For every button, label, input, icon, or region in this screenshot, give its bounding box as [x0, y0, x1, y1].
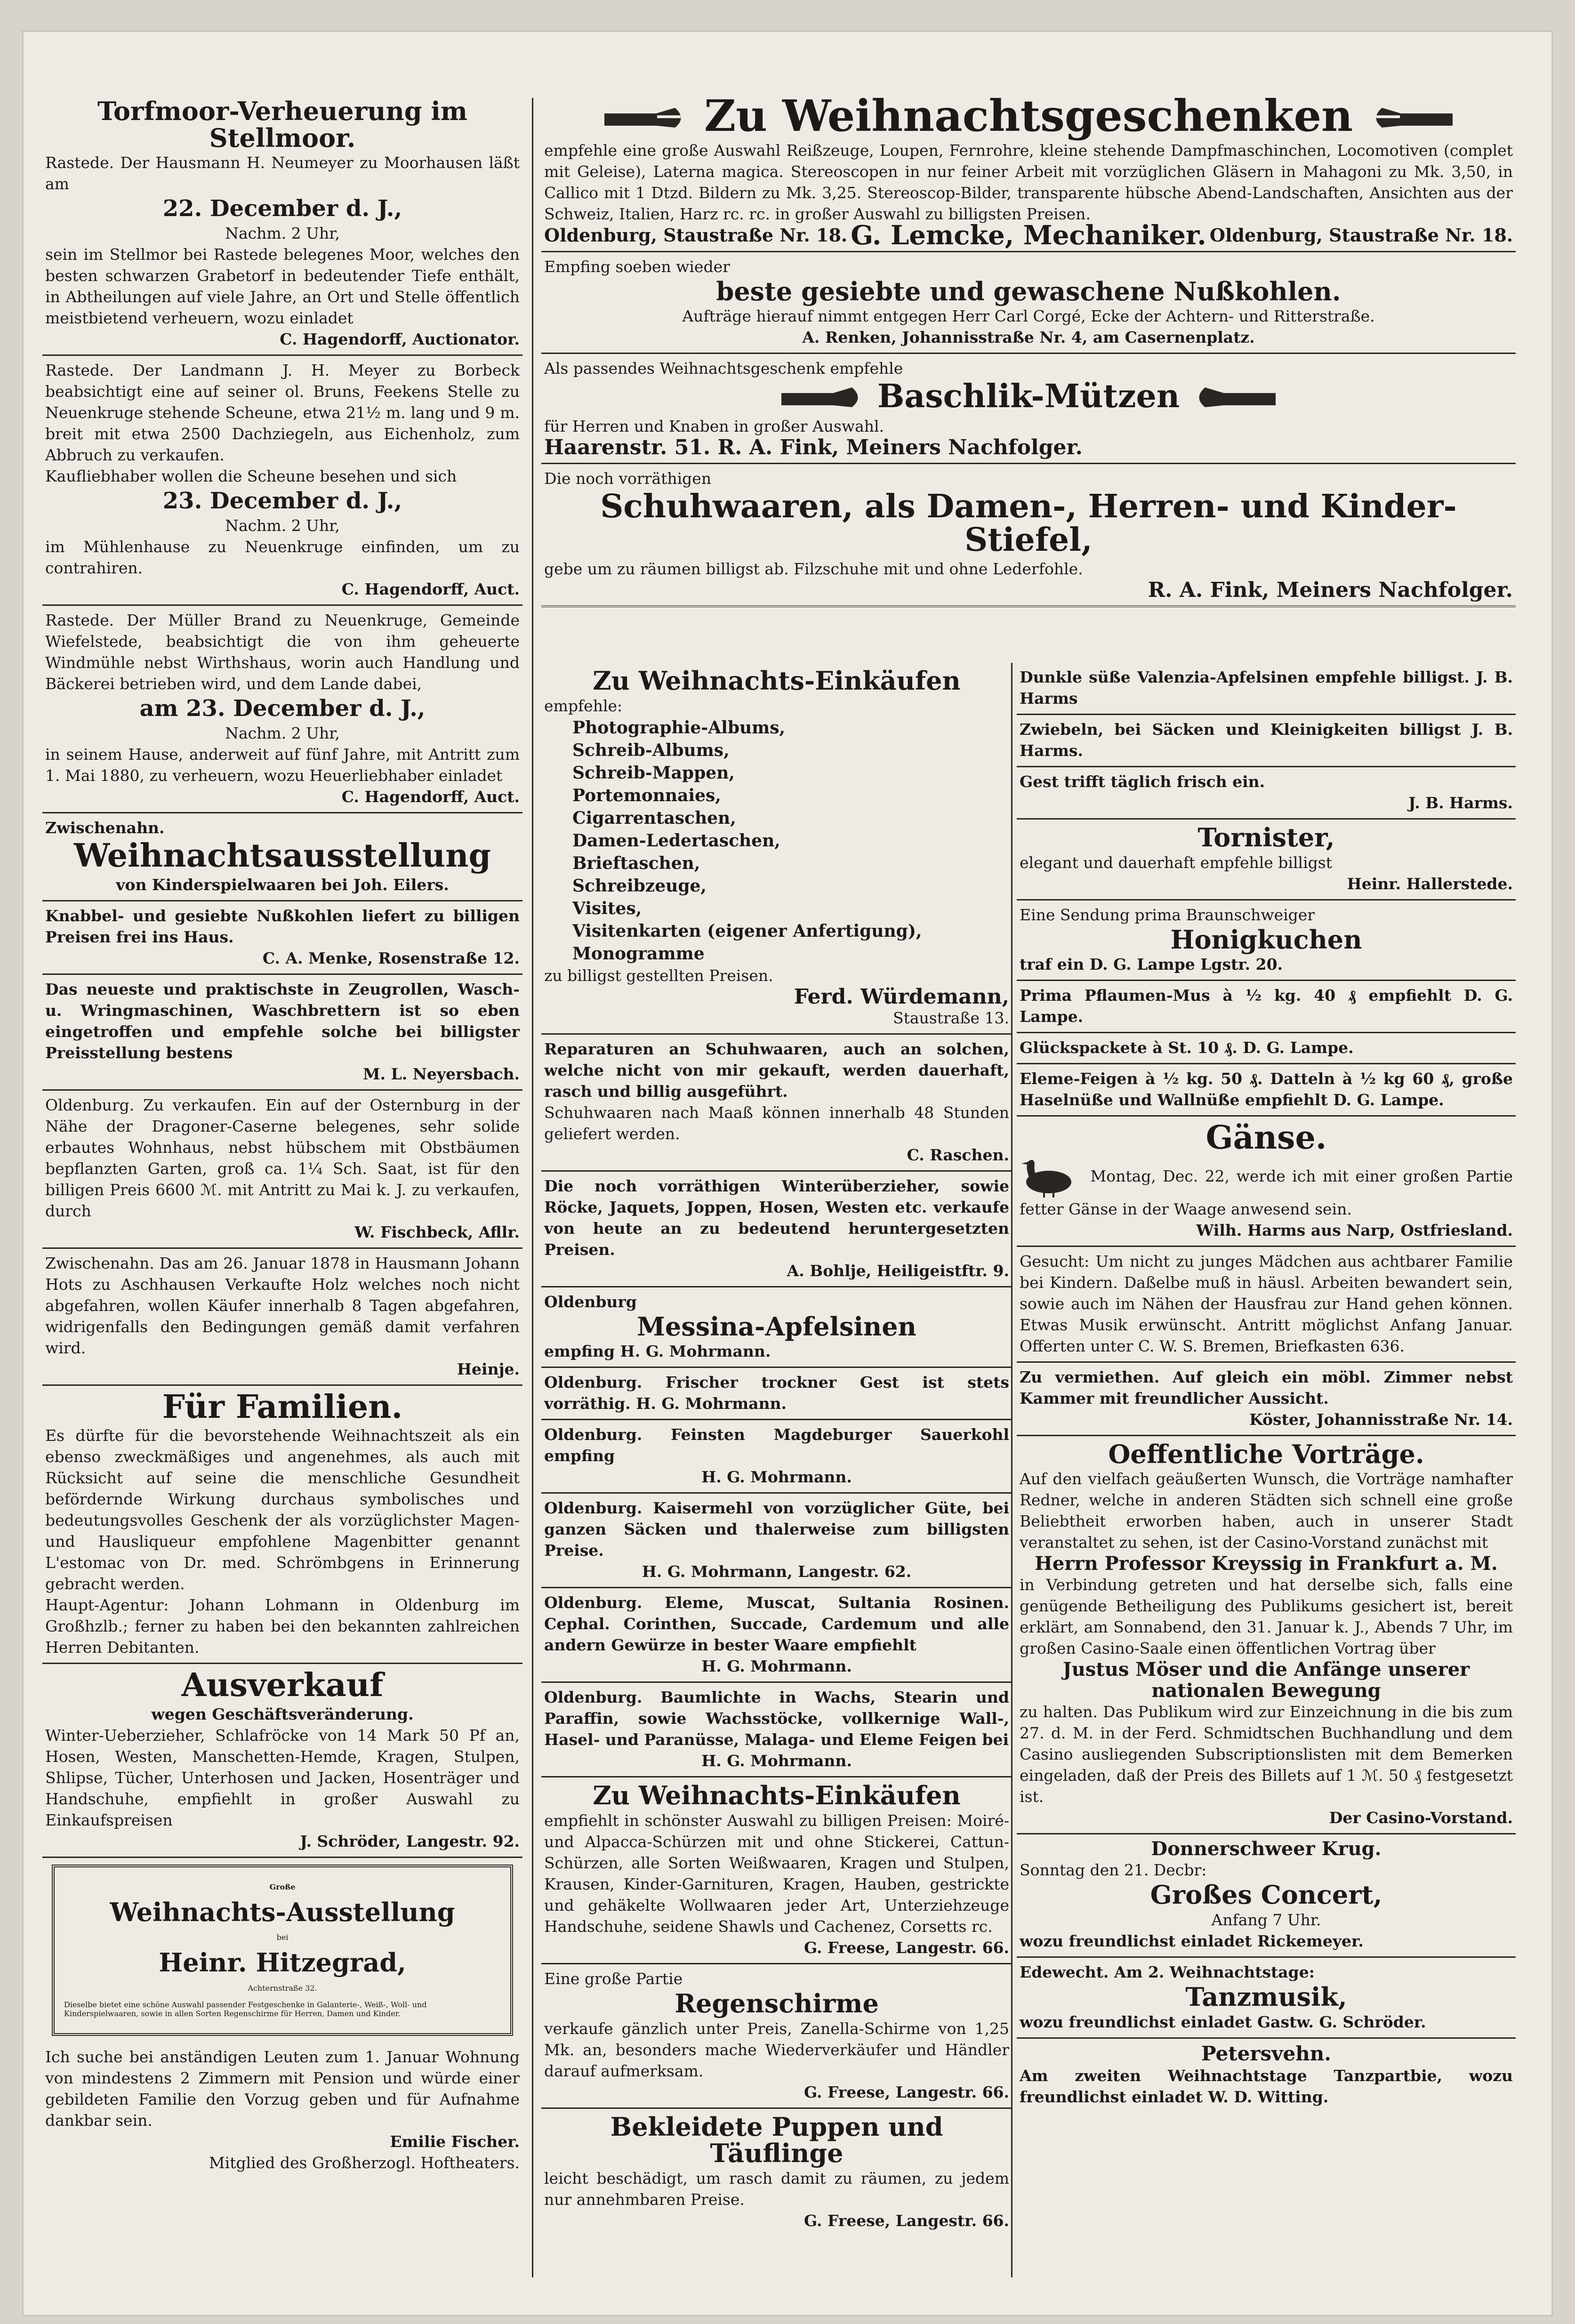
list-item: Brieftaschen, — [572, 853, 700, 873]
column-right — [1017, 663, 1516, 2282]
list-item: Photographie-Albums, — [572, 717, 786, 738]
product-list — [544, 716, 1009, 965]
ad-wohnhaus: Oldenburg. Zu verkaufen. Ein auf der Osternburg in der Nähe der Dragoner-Caserne belegenes, sehr solide erbautes Wohnhaus, nebst hübschem mit Obstbäumen bepflanzten Garten, groß ca. 1¼ Sch. Saat, ist für den billigen Preis 6600 ℳ. mit Antritt zu Mai k. J. zu verkaufen, durch W. Fischbeck, Afllr. — [42, 1091, 522, 1249]
pointing-hand-right-icon — [604, 104, 689, 135]
ad-baschlik-muetzen: Als passendes Weihnachtsgeschenk empfehle Baschlik-Mützen für Herren und Knaben in großer Auswahl. Haarenstr. 51. R. A. Fink, Meiners Nachfolger. — [541, 354, 1516, 464]
list-item: Visitenkarten (eigener Anfertigung), — [572, 921, 922, 941]
list-item: Cigarrentaschen, — [572, 808, 736, 828]
ad-windmuehle: Rastede. Der Müller Brand zu Neuenkruge, Gemeinde Wiefelstede, beabsichtigt die von ihm geheuerte Windmühle nebst Wirthshaus, worin auch Handlung und Bäckerei betrieben wird, und dem Lande dabei, am 23. December d. J., Nachm. 2 Uhr, in seinem Hause, anderweit auf fünf Jahre, mit Antritt zum 1. Mai 1880, zu verheuern, wozu Heuerliebhaber einladet C. Hagendorff, Auct. — [42, 606, 522, 813]
ad-scheune: Rastede. Der Landmann J. H. Meyer zu Borbeck beabsichtigt eine auf seiner ol. Bruns, Feekens Stelle zu Neuenkruge stehende Scheune, etwa 21½ m. lang und 9 m. breit mit etwa 2500 Dachziegeln, aus Eichenholz, zum Abbruch zu verkaufen. Kaufliebhaber wollen die Scheune besehen und sich 23. December d. J., Nachm. 2 Uhr, im Mühlenhause zu Neuenkruge einfinden, um zu contrahiren. C. Hagendorff, Auct. — [42, 356, 522, 606]
ad-lemcke: Zu Weihnachtsgeschenken empfehle eine große Auswahl Reißzeuge, Loupen, Fernrohre, kleine stehende Dampfmaschinchen, Locomotiven (complet mit Geleise), Laterna magica. Stereoscopen in nur feiner Arbeit mit vorzüglichen Gläsern in Mahagoni zu Mk. 3,50, in Callico mit 1 Dtzd. Bildern zu Mk. 3,25. Stereoscop-Bilder, transparente hübsche Abend-Landschaften, Ansichten aus der Schweiz, Italien, Harz rc. rc. in großer Auswahl zu billigsten Preisen. Oldenburg, Staustraße Nr. 18. G. Lemcke, Mechaniker. Oldenburg, Staustraße Nr. 18. — [541, 88, 1516, 252]
list-item: Portemonnaies, — [572, 785, 721, 805]
ad-gest-harms: Gest trifft täglich frisch ein. J. B. Harms. — [1017, 767, 1516, 820]
ad-zu-vermiethen: Zu vermiethen. Auf gleich ein möbl. Zimmer nebst Kammer mit freundlicher Aussicht. Köster, Johannisstraße Nr. 14. — [1017, 1363, 1516, 1436]
column-left — [42, 93, 522, 2282]
ad-honigkuchen: Eine Sendung prima Braunschweiger Honigkuchen traf ein D. G. Lampe Lgstr. 20. — [1017, 901, 1516, 981]
list-item: Schreibzeuge, — [572, 876, 707, 896]
top-wide-section — [541, 88, 1516, 663]
newspaper-page — [24, 32, 1551, 2315]
list-item: Visites, — [572, 898, 642, 918]
ad-torfmoor: Torfmoor-Verheuerung im Stellmoor. Rastede. Der Hausmann H. Neumeyer zu Moorhausen läßt am 22. December d. J., Nachm. 2 Uhr, sein im Stellmor bei Rastede belegenes Moor, welches den besten schwarzen Grabetorf in bedeutender Tiefe enthält, in Abtheilungen auf viele Jahre, an Ort und Stelle öffentlich meistbietend verheuern, wozu einladet C. Hagendorff, Auctionator. — [42, 93, 522, 356]
ad-ausverkauf: Ausverkauf wegen Geschäftsveränderung. Winter-Ueberzieher, Schlafröcke von 14 Mark 50 Pf an, Hosen, Westen, Manschetten-Hemde, Kragen, Stulpen, Shlipse, Tücher, Unterhosen und Jacken, Hosenträger und Handschuhe, empfiehlt in großer Auswahl zu Einkaufspreisen J. Schröder, Langestr. 92. — [42, 1664, 522, 1858]
ad-oeffentliche-vortraege: Oeffentliche Vorträge. Auf den vielfach geäußerten Wunsch, die Vorträge namhafter Redner, welche in anderen Städten sich schnell eine große Beliebtheit erworben haben, auch in unserer Stadt veranstaltet zu sehen, ist der Casino-Vorstand zunächst mit Herrn Professor Kreyssig in Frankfurt a. M. in Verbindung getreten und hat derselbe sich, falls eine genügende Betheiligung des Publikums gesichert ist, bereit erklärt, am Sonnabend, den 31. Januar k. J., Abends 7 Uhr, im großen Casino-Saale einen öffentlichen Vortrag über Justus Möser und die Anfänge unserer nationalen Bewegung zu halten. Das Publikum wird zur Einzeichnung in die bis zum 27. d. M. in der Ferd. Schmidtschen Buchhandlung und dem Casino ausliegenden Subscriptionslisten mit dem Bemerken eingeladen, daß der Preis des Billets auf 1 ℳ. 50 ₰ festgesetzt ist. Der Casino-Vorstand. — [1017, 1436, 1516, 1835]
column-middle — [541, 663, 1012, 2282]
ad-nusskohlen-menke: Knabbel- und gesiebte Nußkohlen liefert zu billigen Preisen frei ins Haus. C. A. Menke, Rosenstraße 12. — [42, 901, 522, 975]
ad-zeugrollen: Das neueste und praktischste in Zeugrollen, Wasch- u. Wringmaschinen, Waschbrettern ist so eben eingetroffen und empfehle solche bei billigster Preisstellung bestens M. L. Neyersbach. — [42, 975, 522, 1091]
pointing-hand-right-icon — [781, 384, 866, 415]
ad-tornister: Tornister, elegant und dauerhaft empfehle billigst Heinr. Hallerstede. — [1017, 820, 1516, 901]
list-item: Schreib-Mappen, — [572, 763, 735, 783]
ad-apfelsinen-harms: Dunkle süße Valenzia-Apfelsinen empfehle billigst. J. B. Harms — [1017, 663, 1516, 715]
column-rule — [532, 98, 533, 2277]
list-item: Monogramme — [572, 943, 705, 964]
ad-gesucht: Gesucht: Um nicht zu junges Mädchen aus achtbarer Familie bei Kindern. Daßelbe muß in häusl. Arbeiten bewandert sein, sowie auch im Nähen der Hausfrau zur Hand gehen können. Etwas Musik erwünscht. Antritt möglichst Anfang Januar. Offerten unter C. W. S. Bremen, Briefkasten 636. — [1017, 1247, 1516, 1363]
ad-gaense: Gänse. Montag, Dec. 22, werde ich mit einer großen Partie fetter Gänse in der Waage anwesend sein. Wilh. Harms aus Narp, Ostfriesland. — [1017, 1117, 1516, 1246]
ad-rosinen: Oldenburg. Eleme, Muscat, Sultania Rosinen. Cephal. Corinthen, Succade, Cardemum und alle andern Gewürze in bester Waare empfiehlt H. G. Mohrmann. — [541, 1588, 1012, 1683]
pointing-hand-left-icon — [1368, 104, 1453, 135]
ad-zwiebeln: Zwiebeln, bei Säcken und Kleinigkeiten billigst J. B. Harms. — [1017, 715, 1516, 767]
ad-baumlichte: Oldenburg. Baumlichte in Wachs, Stearin und Paraffin, sowie Wachsstöcke, vollkernige Wall-, Hasel- und Paranüsse, Malaga- und Eleme Feigen bei H. G. Mohrmann. — [541, 1683, 1012, 1777]
ad-raschen: Reparaturen an Schuhwaaren, auch an solchen, welche nicht von mir gekauft, werden dauerhaft, rasch und billig ausgeführt. Schuhwaaren nach Maaß können innerhalb 48 Stunden geliefert werden. C. Raschen. — [541, 1035, 1012, 1172]
ad-bohlje: Die noch vorräthigen Winterüberzieher, sowie Röcke, Jaquets, Joppen, Hosen, Westen etc. verkaufe von heute an zu bedeutend heruntergesetzten Preisen. A. Bohlje, Heiligeistftr. 9. — [541, 1172, 1012, 1287]
ad-freese-einkaeufe: Zu Weihnachts-Einkäufen empfiehlt in schönster Auswahl zu billigen Preisen: Moiré- und Alpacca-Schürzen mit und ohne Stickerei, Cattun-Schürzen, alle Sorten Weißwaaren, Kragen und Stulpen, Krausen, Kinder-Garnituren, Kragen, Hauben, gestrickte und gehäkelte Wollwaaren jeder Art, Unterziehzeuge Handschuhe, seidene Shawls und Cachenez, Corsetts rc. G. Freese, Langestr. 66. — [541, 1777, 1012, 1964]
ad-feigen: Eleme-Feigen à ½ kg. 50 ₰. Datteln à ½ kg 60 ₰, große Haselnüße und Wallnüße empfiehlt D. G. Lampe. — [1017, 1064, 1516, 1117]
ad-gest: Oldenburg. Frischer trockner Gest ist stets vorräthig. H. G. Mohrmann. — [541, 1368, 1012, 1420]
list-item: Schreib-Albums, — [572, 740, 730, 760]
ad-hitzegrad-box: Große Weihnachts-Ausstellung bei Heinr. Hitzegrad, Achternstraße 32. Dieselbe bietet eine schöne Auswahl passender Festgeschenke in Galanterie-, Weiß-, Woll- und Kinderspielwaaren, sowie in allen Sorten Regenschirme für Herren, Damen und Kinder. — [52, 1865, 513, 2036]
ad-weihnachtsausstellung-eilers: Zwischenahn. Weihnachtsausstellung von Kinderspielwaaren bei Joh. Eilers. — [42, 813, 522, 901]
ad-wohnung-gesucht: Ich suche bei anständigen Leuten zum 1. Januar Wohnung von mindestens 2 Zimmern mit Pension und würde einer gebildeten Familie den Vorzug geben und für Aufnahme dankbar sein. Emilie Fischer. Mitglied des Großherzogl. Hoftheaters. — [45, 2047, 520, 2172]
ad-messina: Oldenburg Messina-Apfelsinen empfing H. G. Mohrmann. — [541, 1287, 1012, 1368]
ad-schuhwaaren-fink: Die noch vorräthigen Schuhwaaren, als Damen-, Herren- und Kinder-Stiefel, gebe um zu räumen billigst ab. Filzschuhe mit und ohne Lederfohle. R. A. Fink, Meiners Nachfolger. — [541, 464, 1516, 607]
ad-puppen: Bekleidete Puppen und Täuflinge leicht beschädigt, um rasch damit zu räumen, zu jedem nur annehmbaren Preise. G. Freese, Langestr. 66. — [544, 2111, 1009, 2230]
ad-fuer-familien: Für Familien. Es dürfte für die bevorstehende Weihnachtszeit als ein ebenso zweckmäßiges und angenehmes, als auch mit Rücksicht auf seine die menschliche Gesundheit befördernde Wirkung durchaus symbolisches und bedeutungsvolles Geschenk der als vorzüglichster Magen- und Hausliqueur empfohlene Magenbitter genannt L'estomac von Dr. med. Schrömbgens in Erinnerung gebracht werden. Haupt-Agentur: Johann Lohmann in Oldenburg im Großhzlb.; ferner zu haben bei den bekannten zahlreichen Herren Debitanten. — [42, 1386, 522, 1664]
ad-title: Zu Weihnachtsgeschenken — [704, 90, 1353, 141]
ad-holz: Zwischenahn. Das am 26. Januar 1878 in Hausmann Johann Hots zu Aschhausen Verkaufte Holz welches noch nicht abgefahren, wollen Käufer innerhalb 8 Tagen abgefahren, widrigenfalls den Bedingungen gemäß damit verfahren wird. Heinje. — [42, 1249, 522, 1386]
ad-petersvehn: Petersvehn. Am zweiten Weihnachtstage Tanzpartbie, wozu freundlichst einladet W. D. Witting. — [1020, 2042, 1513, 2106]
ad-edewecht: Edewecht. Am 2. Weihnachtstage: Tanzmusik, wozu freundlichst einladet Gastw. G. Schröder. — [1017, 1958, 1516, 2039]
ad-glueckspackete: Glückspackete à St. 10 ₰. D. G. Lampe. — [1017, 1033, 1516, 1064]
ad-pflaumenmus: Prima Pflaumen-Mus à ½ kg. 40 ₰ empfiehlt D. G. Lampe. — [1017, 981, 1516, 1033]
list-item: Damen-Ledertaschen, — [572, 830, 780, 851]
ad-title: Torfmoor-Verheuerung im Stellmoor. — [97, 96, 467, 153]
ad-donnerschweer-krug: Donnerschweer Krug. Sonntag den 21. Decbr: Großes Concert, Anfang 7 Uhr. wozu freundlichst einladet Rickemeyer. — [1017, 1834, 1516, 1958]
goose-icon — [1020, 1156, 1076, 1198]
ad-kaisermehl: Oldenburg. Kaisermehl von vorzüglicher Güte, bei ganzen Säcken und thalerweise zum billigsten Preise. H. G. Mohrmann, Langestr. 62. — [541, 1494, 1012, 1588]
ad-renken-nusskohlen: Empfing soeben wieder beste gesiebte und gewaschene Nußkohlen. Aufträge hierauf nimmt entgegen Herr Carl Corgé, Ecke der Achtern- und Ritterstraße. A. Renken, Johannisstraße Nr. 4, am Casernenplatz. — [541, 252, 1516, 354]
ad-wuerdemann: Zu Weihnachts-Einkäufen empfehle: Photographie-Albums, Schreib-Albums, Schreib-Mappen, Portemonnaies, Cigarrentaschen, Damen-Ledertaschen, Brieftaschen, Schreibzeuge, Visites, Visitenkarten (eigener Anfertigung), Monogramme zu billigst gestellten Preisen. Ferd. Würdemann, Staustraße 13. — [541, 663, 1012, 1035]
ad-regenschirme: Eine große Partie Regenschirme verkaufe gänzlich unter Preis, Zanella-Schirme von 1,25 Mk. an, besonders mache Wiederverkäufer und Händler darauf aufmerksam. G. Freese, Langestr. 66. — [541, 1964, 1012, 2109]
pointing-hand-left-icon — [1191, 384, 1276, 415]
ad-sauerkohl: Oldenburg. Feinsten Magdeburger Sauerkohl empfing H. G. Mohrmann. — [541, 1420, 1012, 1494]
